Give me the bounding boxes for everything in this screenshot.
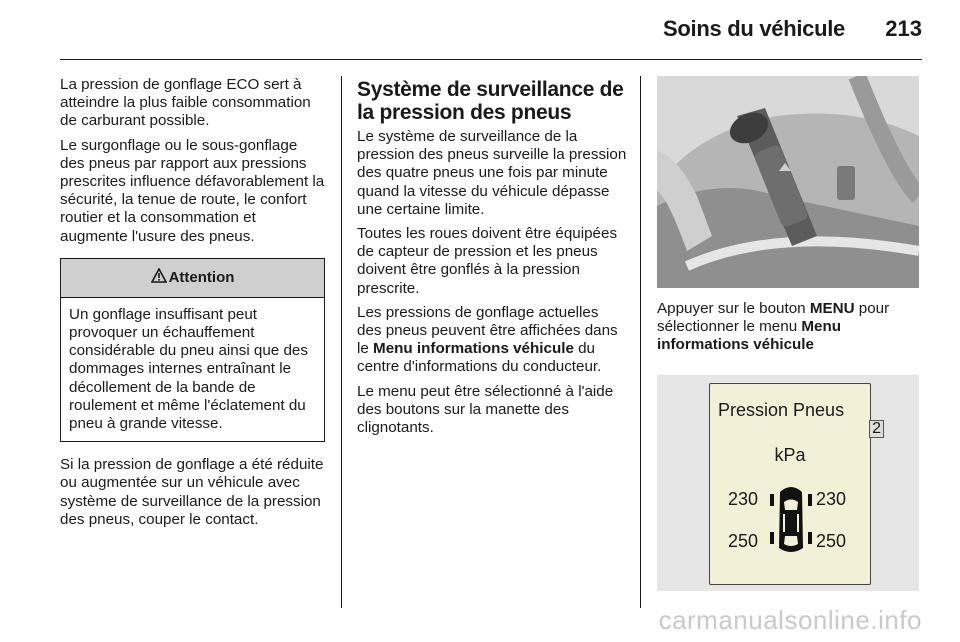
front-left-pressure: 230: [728, 488, 759, 509]
attention-header: [61, 259, 324, 298]
attention-title: Attention: [168, 268, 235, 286]
column-middle: [357, 76, 627, 443]
column-divider-2: [640, 76, 641, 608]
paragraph-display-info: Les pressions de gonflage actuelles des pneus peuvent être affichées dans le Menu informations véhicule du centre d'informations du conducteur.: [357, 303, 618, 376]
stalk-photo: [657, 76, 919, 288]
car-top-icon: [770, 482, 812, 556]
paragraph-monitoring: Le système de surveillance de la pression des pneus surveille la pression des quatre pneus une fois par minute quand la vitesse du véhicule dépasse une certaine limite.: [357, 128, 627, 218]
column-right: [657, 76, 919, 591]
paragraph-overinflation: Le surgonflage ou le sous-gonflage des pneus par rapport aux pressions prescrites influence défavorablement la sécurité, la tenue de route, le confort routier et la consommation et augmente l'usure des pneus.: [60, 136, 325, 245]
warning-triangle-icon: [151, 268, 167, 288]
paragraph-sensors: Toutes les roues doivent être équipées de capteur de pression et les pneus doivent être gonflés à la pression prescrite.: [357, 225, 618, 297]
header-rule: [60, 59, 922, 60]
column-divider-1: [341, 76, 342, 608]
display-title: Pression Pneus: [718, 399, 845, 420]
paragraph-press-menu: Appuyer sur le bouton MENU pour sélectionner le menu Menu informations véhicule: [657, 300, 890, 354]
page-indicator: 2: [869, 420, 884, 438]
watermark: carmanualsonline.info: [658, 605, 922, 635]
column-left: [60, 76, 325, 535]
menu-button-label: MENU: [809, 300, 855, 317]
paragraph-eco: La pression de gonflage ECO sert à atteindre la plus faible consommation de carburant possible.: [60, 76, 311, 130]
attention-box: [60, 258, 325, 442]
paragraph-switch-off: Si la pression de gonflage a été réduite ou augmentée sur un véhicule avec système de surveillance de la pression des pneus, couper le contact.: [60, 456, 324, 528]
front-right-pressure: 230: [816, 488, 847, 509]
rear-left-pressure: 250: [728, 530, 759, 551]
attention-text: Un gonflage insuffisant peut provoquer un échauffement considérable du pneu ainsi que des dommages internes entraînant le décollement de la bande de roulement et même l'éclatement du pneu à grande vitesse.: [69, 305, 308, 433]
tire-pressure-display: [657, 375, 919, 591]
display-screen: [709, 383, 881, 585]
pressure-unit: kPa: [774, 444, 806, 465]
section-heading: Système de surveillance de la pression des pneus: [357, 78, 624, 124]
paragraph-menu-select: Le menu peut être sélectionné à l'aide des boutons sur la manette des clignotants.: [357, 382, 614, 437]
section-title: Soins du véhicule: [663, 16, 845, 41]
rear-right-pressure: 250: [816, 530, 847, 551]
menu-reference: Menu informations véhicule: [373, 340, 574, 358]
page-header: [0, 0, 960, 60]
menu-name: Menu informations véhicule: [657, 318, 842, 354]
page-number: 213: [885, 16, 922, 41]
